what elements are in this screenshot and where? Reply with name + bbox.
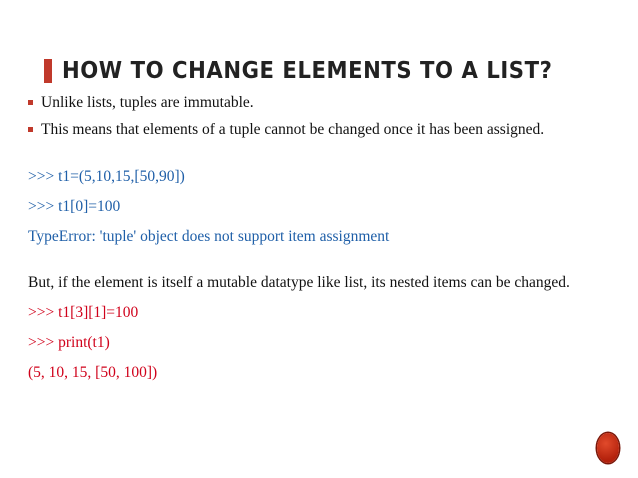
code-line: TypeError: 'tuple' object does not support item assignment (28, 228, 390, 245)
slide-title: HOW TO CHANGE ELEMENTS TO A LIST? (62, 58, 553, 84)
code-line: >>> print(t1) (28, 334, 110, 351)
title-accent-bar (44, 59, 52, 83)
bullet-item (28, 120, 618, 140)
code-line: >>> t1[0]=100 (28, 198, 121, 215)
bullet-item (28, 93, 618, 113)
slide-body (28, 93, 618, 393)
bullet-text: Unlike lists, tuples are immutable. (41, 94, 254, 111)
code-line: >>> t1=(5,10,15,[50,90]) (28, 168, 185, 185)
code-line: >>> t1[3][1]=100 (28, 304, 139, 321)
square-bullet-icon (28, 100, 33, 105)
code-line: (5, 10, 15, [50, 100]) (28, 364, 158, 381)
bullet-text: This means that elements of a tuple cannot be changed once it has been assigned. (41, 121, 545, 138)
page-number-badge-icon (597, 433, 619, 463)
square-bullet-icon (28, 127, 33, 132)
explanation-paragraph: But, if the element is itself a mutable datatype like list, its nested items can be changed. (28, 274, 570, 291)
